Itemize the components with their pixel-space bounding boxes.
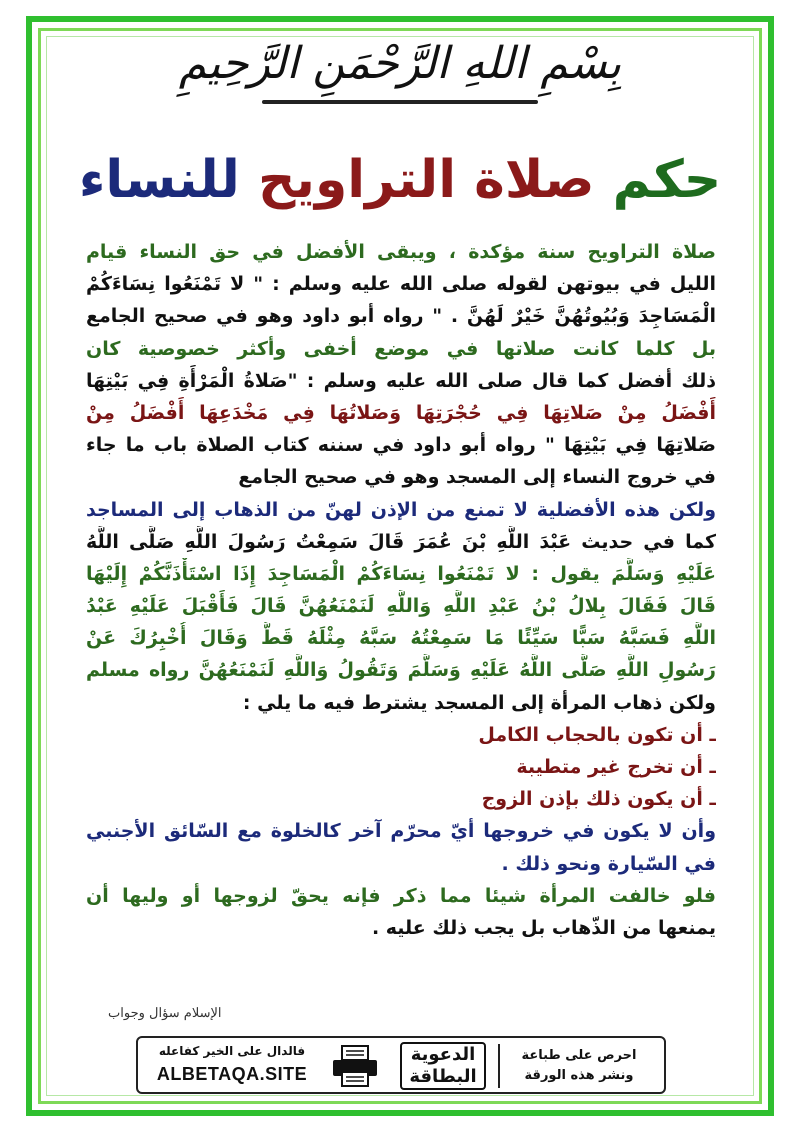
body-line: بل كلما كانت صلاتها في موضع أخفى وأكثر خصوصية كان (86, 337, 716, 360)
footer-site-link[interactable]: ALBETAQA.SITE (156, 1064, 308, 1084)
footer-logo-line2: البطاقة (409, 1066, 477, 1087)
title-word-ruling: حكم (612, 150, 722, 210)
basmala-calligraphy: بِسْمِ اللهِ الرَّحْمَنِ الرَّحِيمِ (178, 38, 622, 89)
title-word-taraweeh: صلاة التراويح (257, 150, 595, 210)
body-line: أَفْضَلُ مِنْ صَلاتِهَا فِي حُجْرَتِهَا وَصَلاتُهَا فِي مَخْدَعِهَا أَفْضَلُ مِنْ (86, 401, 716, 424)
footer-left (146, 1044, 318, 1085)
body-line: ولكن هذه الأفضلية لا تمنع من الإذن لهنّ من الذهاب إلى المساجد (86, 498, 716, 521)
body-line: صَلاتِهَا فِي بَيْتِهَا " رواه أبو داود في سننه كتاب الصلاة باب ما جاء (86, 434, 716, 457)
body-line: صلاة التراويح سنة مؤكدة ، ويبقى الأفضل في حق النساء قيام (86, 241, 716, 263)
body-line: ـ أن تخرج غير متطيبة (516, 756, 716, 778)
body-line: اللَّهِ فَسَبَّهُ سَبًّا سَيِّئًا مَا سَمِعْتُهُ سَبَّهُ مِثْلَهُ قَطُّ وَقَالَ أُخْبِرُكَ عَنْ (86, 627, 716, 650)
footer-print-line1: احرص على طباعة (521, 1048, 637, 1063)
body-line: عَلَيْهِ وَسَلَّمَ يقول : لا تَمْنَعُوا نِسَاءَكُمْ الْمَسَاجِدَ إِذَا اسْتَأْذَنَّكُمْ إِلَيْهَا (86, 562, 716, 585)
body-line: وأن لا يكون في خروجها أيّ محرّم آخر كالخلوة مع السّائق الأجنبي (86, 820, 716, 843)
footer-print-line2: ونشر هذه الورقة (524, 1068, 634, 1083)
title-word-women: للنساء (78, 150, 240, 210)
footer-divider (498, 1044, 500, 1088)
body-line: في خروج النساء إلى المسجد وهو في صحيح الجامع (238, 466, 716, 489)
body-line: الليل في بيوتهن لقوله صلى الله عليه وسلم : " لا تَمْنَعُوا نِسَاءَكُمْ (86, 273, 716, 296)
basmala-underline (262, 100, 538, 104)
footer-bar (136, 1036, 666, 1094)
page-title (0, 140, 800, 220)
body-line: رَسُولِ اللَّهِ صَلَّى اللَّهُ عَلَيْهِ وَسَلَّمَ وَتَقُولُ وَاللَّهِ لَنَمْنَعُهُنَّ رواه مسلم (86, 659, 716, 682)
footer-logo-line1: الدعوية (410, 1044, 476, 1065)
source-attribution: الإسلام سؤال وجواب (108, 1006, 222, 1021)
body-line: ذلك أفضل كما قال صلى الله عليه وسلم : "صَلاةُ الْمَرْأَةِ فِي بَيْتِهَا (86, 369, 716, 392)
body-line: قَالَ فَقَالَ بِلالُ بْنُ عَبْدِ اللَّهِ وَاللَّهِ لَنَمْنَعُهُنَّ قَالَ فَأَقْبَلَ عَلَيْهِ عَبْدُ (86, 595, 716, 618)
body-line: كما في حديث عَبْدَ اللَّهِ بْنَ عُمَرَ قَالَ سَمِعْتُ رَسُولَ اللَّهِ صَلَّى اللَّهُ (86, 530, 716, 553)
body-line: يمنعها من الذّهاب بل يجب ذلك عليه . (371, 916, 716, 939)
article-body (86, 236, 716, 944)
body-line: في السّيارة ونحو ذلك . (501, 852, 716, 875)
body-line: ولكن ذهاب المرأة إلى المسجد يشترط فيه ما يلي : (242, 691, 716, 714)
body-line: ـ أن تكون بالحجاب الكامل (478, 723, 716, 746)
body-line: فلو خالفت المرأة شيئا مما ذكر فإنه يحقّ لزوجها أو وليها أن (86, 884, 716, 907)
printer-icon (330, 1044, 380, 1088)
body-line: ـ أن يكون ذلك بإذن الزوج (481, 788, 716, 811)
footer-right (504, 1046, 654, 1086)
body-line: الْمَسَاجِدَ وَبُيُوتُهُنَّ خَيْرٌ لَهُنَّ . " رواه أبو داود وهو في صحيح الجامع (86, 305, 716, 328)
footer-logo (400, 1042, 486, 1090)
footer-saying: فالدال على الخير كفاعله (158, 1044, 306, 1058)
